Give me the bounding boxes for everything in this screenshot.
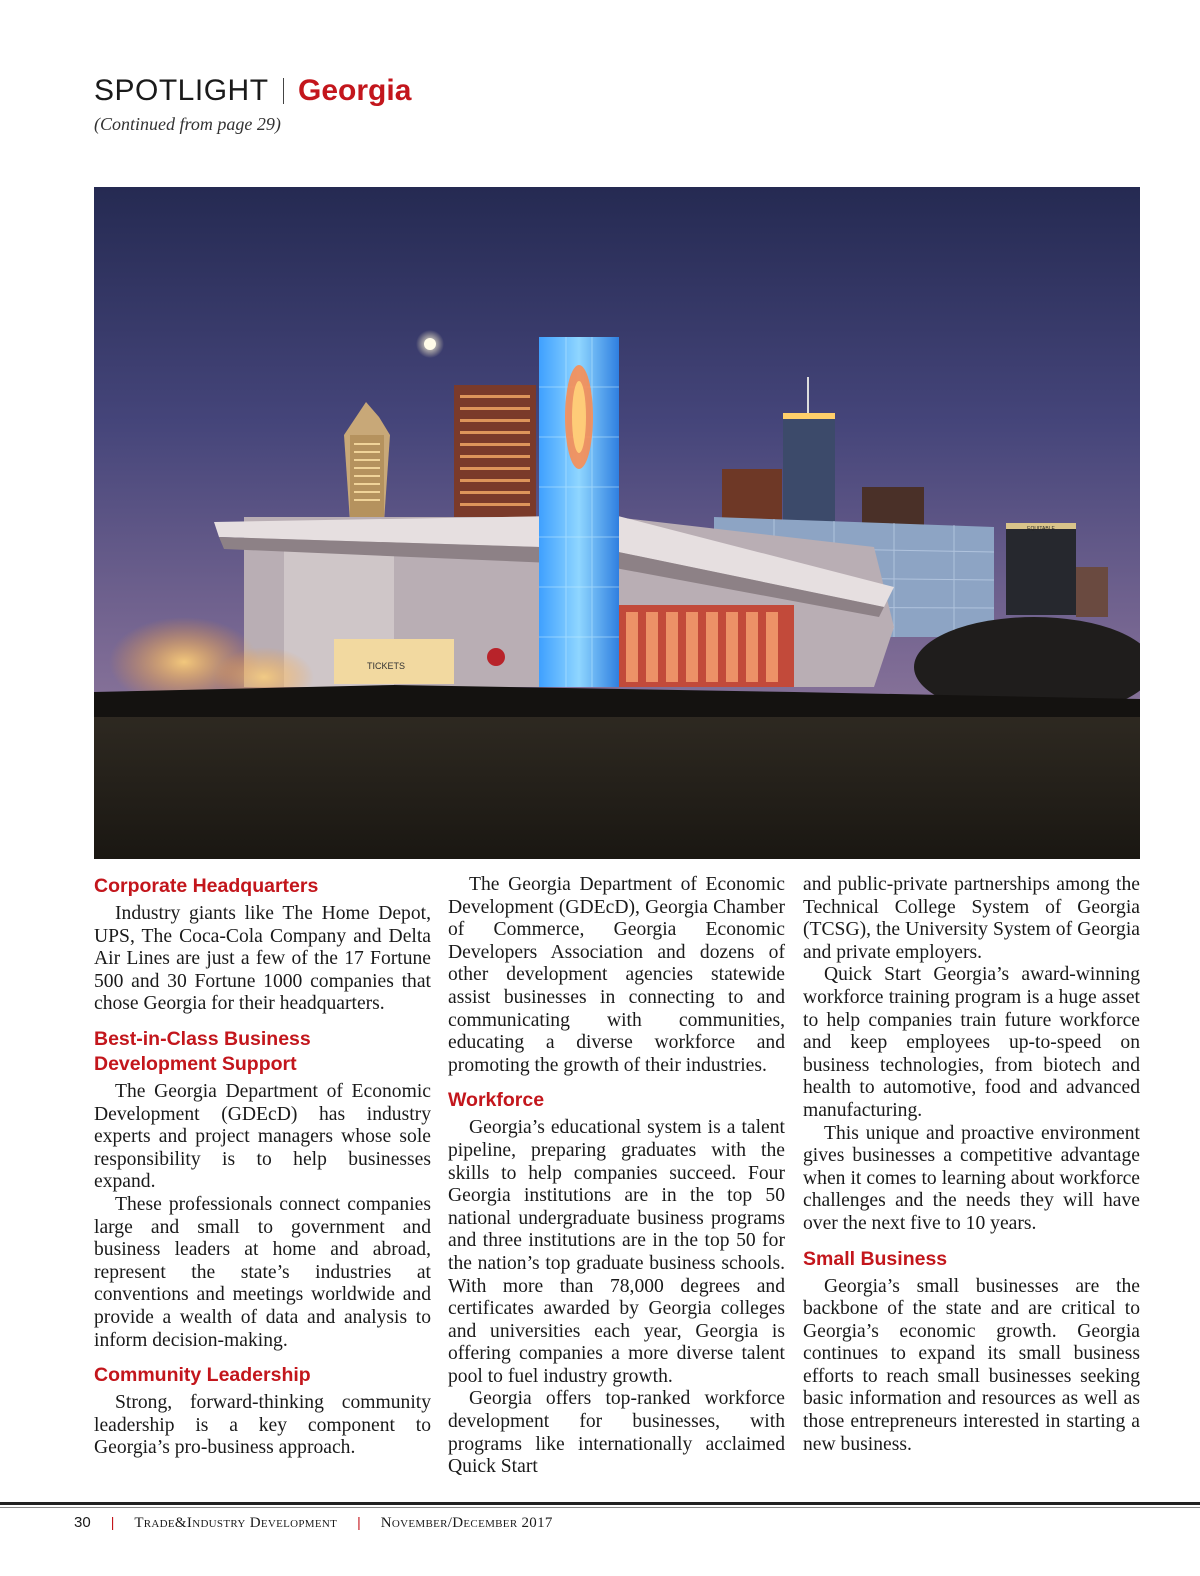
paragraph-quick-start: Quick Start Georgia’s award-winning workforce training program is a huge asset to help companies train future workforce and keep employees up-to-speed on business technologies, from biotech and health to automotive, food and advanced manufacturing. (803, 964, 1140, 1121)
paragraph-corporate-headquarters: Industry giants like The Home Depot, UPS, The Coca-Cola Company and Delta Air Lines are just a few of the 17 Fortune 500 and 30 Fortune 1000 companies that chose Georgia for their headquarters. (94, 903, 431, 1015)
heading-corporate-headquarters: Corporate Headquarters (94, 875, 319, 897)
text-column-1 (94, 874, 431, 1460)
header-divider (283, 78, 285, 104)
footer-rule (0, 1502, 1200, 1505)
header-title-line (94, 74, 411, 108)
footer-separator-2: | (357, 1514, 361, 1530)
text-column-2 (448, 874, 785, 1479)
paragraph-best-in-class-2: These professionals connect companies large and small to government and business leaders at home and abroad, represent the state’s industries at conventions and meetings worldwide and provide a wealth of data and analysis to inform decision-making. (94, 1193, 431, 1351)
tickets-sign: TICKETS (366, 661, 406, 671)
publication-name: Trade&Industry Development (134, 1515, 338, 1531)
footer-separator: | (110, 1514, 115, 1530)
section-label: SPOTLIGHT (94, 74, 269, 107)
continued-note: (Continued from page 29) (94, 114, 281, 134)
heading-workforce: Workforce (448, 1089, 545, 1112)
state-label: Georgia (298, 74, 412, 107)
page-header (94, 74, 411, 135)
page-number: 30 (74, 1514, 91, 1531)
paragraph-unique-environment: This unique and proactive environment gives businesses a competitive advantage when it comes to learning about workforce challenges and the needs they will have over the next five to 10 years. (803, 1122, 1140, 1234)
issue-date: November/December 2017 (380, 1515, 553, 1531)
heading-best-in-class: Best-in-Class Business Development Support (94, 1027, 311, 1075)
text-column-3 (803, 874, 1140, 1456)
equitable-sign: EQUITABLE (1027, 526, 1055, 532)
paragraph-workforce-2: Georgia offers top-ranked workforce development for businesses, with programs like internationally acclaimed Quick Start (448, 1388, 785, 1478)
paragraph-community-leadership: Strong, forward-thinking community leadership is a key component to Georgia’s pro-business approach. (94, 1392, 431, 1459)
paragraph-small-business: Georgia’s small businesses are the backbone of the state and are critical to Georgia’s economic growth. Georgia continues to expand its small business efforts to reach small businesses seeking basic information and resources as well as those entrepreneurs interested in starting a new business. (803, 1275, 1140, 1455)
paragraph-gdecd: The Georgia Department of Economic Development (GDEcD), Georgia Chamber of Commerce, Georgia Economic Developers Association and dozens of other development agencies statewide assist businesses in connecting to and communicating with communities, educating a diverse workforce and promoting the growth of their industries. (448, 874, 785, 1076)
paragraph-best-in-class-1: The Georgia Department of Economic Development (GDEcD) has industry experts and project managers whose sole responsibility is to help businesses expand. (94, 1080, 431, 1193)
heading-small-business: Small Business (803, 1247, 948, 1270)
paragraph-workforce-1: Georgia’s educational system is a talent pipeline, preparing graduates with the skills to help companies succeed. Four Georgia institutions are in the top 50 national undergraduate business programs and three institutions are in the top 50 for the nation’s top graduate business schools. With more than 78,000 degrees and certificates awarded by Georgia colleges and universities each year, Georgia is offering companies a more diverse talent pool to fuel industry growth. (448, 1117, 785, 1387)
page-footer (74, 1514, 553, 1532)
footer-rule-thin (0, 1507, 1200, 1508)
heading-community-leadership: Community Leadership (94, 1364, 311, 1387)
paragraph-continued: and public-private partnerships among the Technical College System of Georgia (TCSG), the University System of Georgia and private employers. (803, 874, 1140, 963)
hero-photo (94, 187, 1140, 859)
